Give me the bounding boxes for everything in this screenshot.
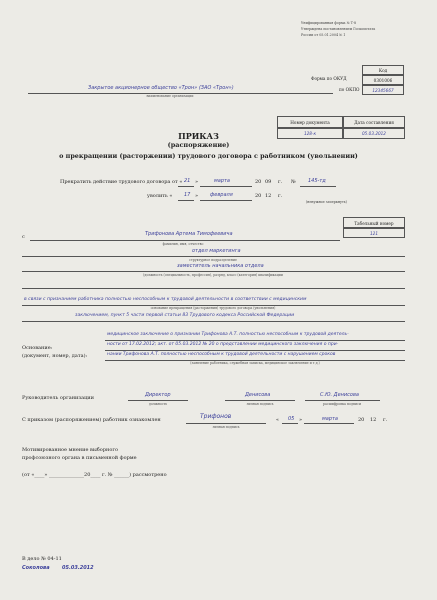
basis-label-2: (документ, номер, дата): bbox=[22, 353, 88, 359]
org-caption: наименование организации bbox=[146, 94, 194, 98]
union-line-2: профсоюзного органа в письменной форме bbox=[22, 455, 137, 461]
terminate-quote: » bbox=[195, 179, 199, 185]
footer-date: 05.03.2012 bbox=[62, 565, 94, 571]
ack-day: 05 bbox=[288, 416, 295, 422]
terminate-day: 21 bbox=[184, 178, 191, 184]
head-signature-line bbox=[225, 400, 295, 401]
employee-department: отдел маркетинга bbox=[192, 248, 241, 254]
doc-number: 128-к bbox=[303, 131, 317, 136]
dismiss-day-line bbox=[178, 200, 194, 201]
okud-value: 0301006 bbox=[373, 78, 393, 83]
employee-name-caption: фамилия, имя, отчество bbox=[162, 242, 204, 246]
terminate-year-prefix: 20 bbox=[255, 179, 262, 185]
footer-case: В дело № 04-11 bbox=[22, 556, 62, 562]
head-position-line bbox=[128, 400, 188, 401]
basis-line-2: ности от 17.02.2012; акт. от 05.03.2012 № 20 о представлении медицинского заключения о при- bbox=[107, 342, 339, 347]
ack-quote-open: « bbox=[276, 417, 280, 423]
employee-name: Трифонова Артема Тимофеевича bbox=[145, 231, 233, 237]
position-line bbox=[22, 271, 405, 272]
reason-line-2: заключением, пункт 5 части первой статьи 83 Трудового кодекса Российской Федерации bbox=[75, 313, 295, 318]
footer-sign: Соколова bbox=[22, 565, 50, 571]
terminate-g: г. bbox=[278, 179, 283, 185]
okud-label: Форма по ОКУД bbox=[311, 76, 347, 81]
reason-line-2-rule bbox=[22, 321, 405, 322]
ack-year-prefix: 20 bbox=[358, 417, 365, 423]
okpo-cell bbox=[362, 85, 404, 95]
form-ref-2: Утверждена постановлением Госкомстата bbox=[301, 27, 376, 31]
dismiss-g: г. bbox=[278, 193, 283, 199]
ack-label: С приказом (распоряжением) работник ознакомлен bbox=[22, 417, 161, 423]
ack-month-line bbox=[304, 423, 354, 424]
dismiss-day: 17 bbox=[184, 192, 191, 198]
terminate-year: 09 bbox=[265, 179, 272, 185]
codes-header: Код bbox=[378, 68, 388, 73]
terminate-number: 145-тд bbox=[308, 178, 326, 184]
terminate-month: марта bbox=[214, 178, 230, 184]
doc-date-header: Дата составления bbox=[354, 120, 394, 125]
dismiss-quote: » bbox=[195, 193, 199, 199]
employee-name-line bbox=[30, 240, 340, 241]
basis-caption: (заявление работника, служебная записка, медицинское заключение и т.д.) bbox=[190, 361, 320, 365]
basis-line-1: медицинское заключение о признании Трифонова А.Т. полностью неспособным к трудовой деятель- bbox=[107, 332, 349, 337]
position-caption: (должность (специальность, профессия), разряд, класс (категория) квалификации bbox=[143, 273, 283, 277]
doc-number-header: Номер документа bbox=[290, 120, 330, 125]
union-line-1: Мотивированное мнение выборного bbox=[22, 447, 118, 453]
ack-signature: Трифонов bbox=[200, 413, 232, 420]
terminate-number-line bbox=[300, 186, 336, 187]
doc-date-header-cell bbox=[343, 116, 405, 128]
ack-quote-close: » bbox=[299, 417, 303, 423]
reason-caption: основание прекращения (расторжения) трудового договора (увольнения) bbox=[150, 306, 276, 310]
doc-date: 05.03.2012 bbox=[362, 131, 386, 136]
order-title: ПРИКАЗ bbox=[178, 131, 219, 141]
head-name: С.Ю. Денисова bbox=[320, 392, 359, 398]
okud-cell bbox=[362, 75, 404, 85]
doc-number-header-cell bbox=[277, 116, 343, 128]
head-signature: Денисова bbox=[245, 392, 271, 398]
dismiss-label: уволить « bbox=[147, 193, 173, 199]
ack-day-line bbox=[282, 423, 298, 424]
reason-line-1: в связи с признанием работника полностью неспособным к трудовой деятельности в соответствии с медицинским bbox=[24, 297, 307, 302]
ack-signature-line bbox=[186, 423, 266, 424]
form-ref-3: России от 05.01.2004 № 1 bbox=[301, 33, 346, 37]
basis-line-3: нании Трифонова А.Т. полностью неспособным к трудовой деятельности с нарушением сроков bbox=[107, 352, 336, 357]
tab-number: 121 bbox=[370, 231, 378, 236]
ack-signature-caption: личная подпись bbox=[212, 425, 240, 429]
dismiss-month: февраля bbox=[210, 192, 233, 198]
terminate-day-line bbox=[178, 186, 194, 187]
order-heading: о прекращении (расторжении) трудового договора с работником (увольнении) bbox=[59, 152, 358, 160]
basis-line-2-rule bbox=[105, 350, 405, 351]
ack-month: марта bbox=[322, 416, 338, 422]
okpo-label: по ОКПО bbox=[339, 87, 360, 92]
department-caption: структурное подразделение bbox=[189, 258, 237, 262]
head-position: Директор bbox=[145, 392, 171, 398]
basis-label-1: Основание: bbox=[22, 345, 53, 351]
ack-year: 12 bbox=[370, 417, 377, 423]
head-signature-caption: личная подпись bbox=[246, 402, 274, 406]
tab-number-cell bbox=[343, 228, 405, 238]
head-name-line bbox=[305, 400, 380, 401]
okpo-value: 12345667 bbox=[372, 88, 394, 93]
tab-number-header-cell bbox=[343, 217, 405, 228]
tab-number-header: Табельный номер bbox=[354, 221, 394, 226]
terminate-month-line bbox=[200, 186, 252, 187]
org-name: Закрытое акционерное общество «Трон» (ЗАО «Трон») bbox=[88, 85, 234, 91]
form-ref-1: Унифицированная форма № Т-8 bbox=[301, 21, 357, 25]
ack-g: г. bbox=[383, 417, 388, 423]
codes-header-cell bbox=[362, 65, 404, 75]
dismiss-caption: (ненужное зачеркнуть) bbox=[306, 200, 347, 204]
terminate-label: Прекратить действие трудового договора от « bbox=[60, 179, 183, 185]
union-line-3: (от «____» ______________20____ г. № ______) рассмотрено bbox=[22, 472, 167, 478]
dismiss-year-prefix: 20 bbox=[255, 193, 262, 199]
head-position-caption: должность bbox=[148, 402, 168, 406]
basis-line-1-rule bbox=[105, 340, 405, 341]
blank-line bbox=[22, 288, 405, 289]
head-label: Руководитель организации bbox=[22, 395, 94, 401]
department-line bbox=[22, 256, 405, 257]
dismiss-year: 12 bbox=[265, 193, 272, 199]
terminate-no-sign: № bbox=[291, 179, 296, 185]
employee-prefix: с bbox=[22, 234, 25, 240]
order-subtitle: (распоряжение) bbox=[167, 141, 230, 149]
dismiss-month-line bbox=[200, 200, 252, 201]
head-name-caption: расшифровка подписи bbox=[322, 402, 362, 406]
employee-position: заместитель начальника отдела bbox=[177, 263, 264, 269]
